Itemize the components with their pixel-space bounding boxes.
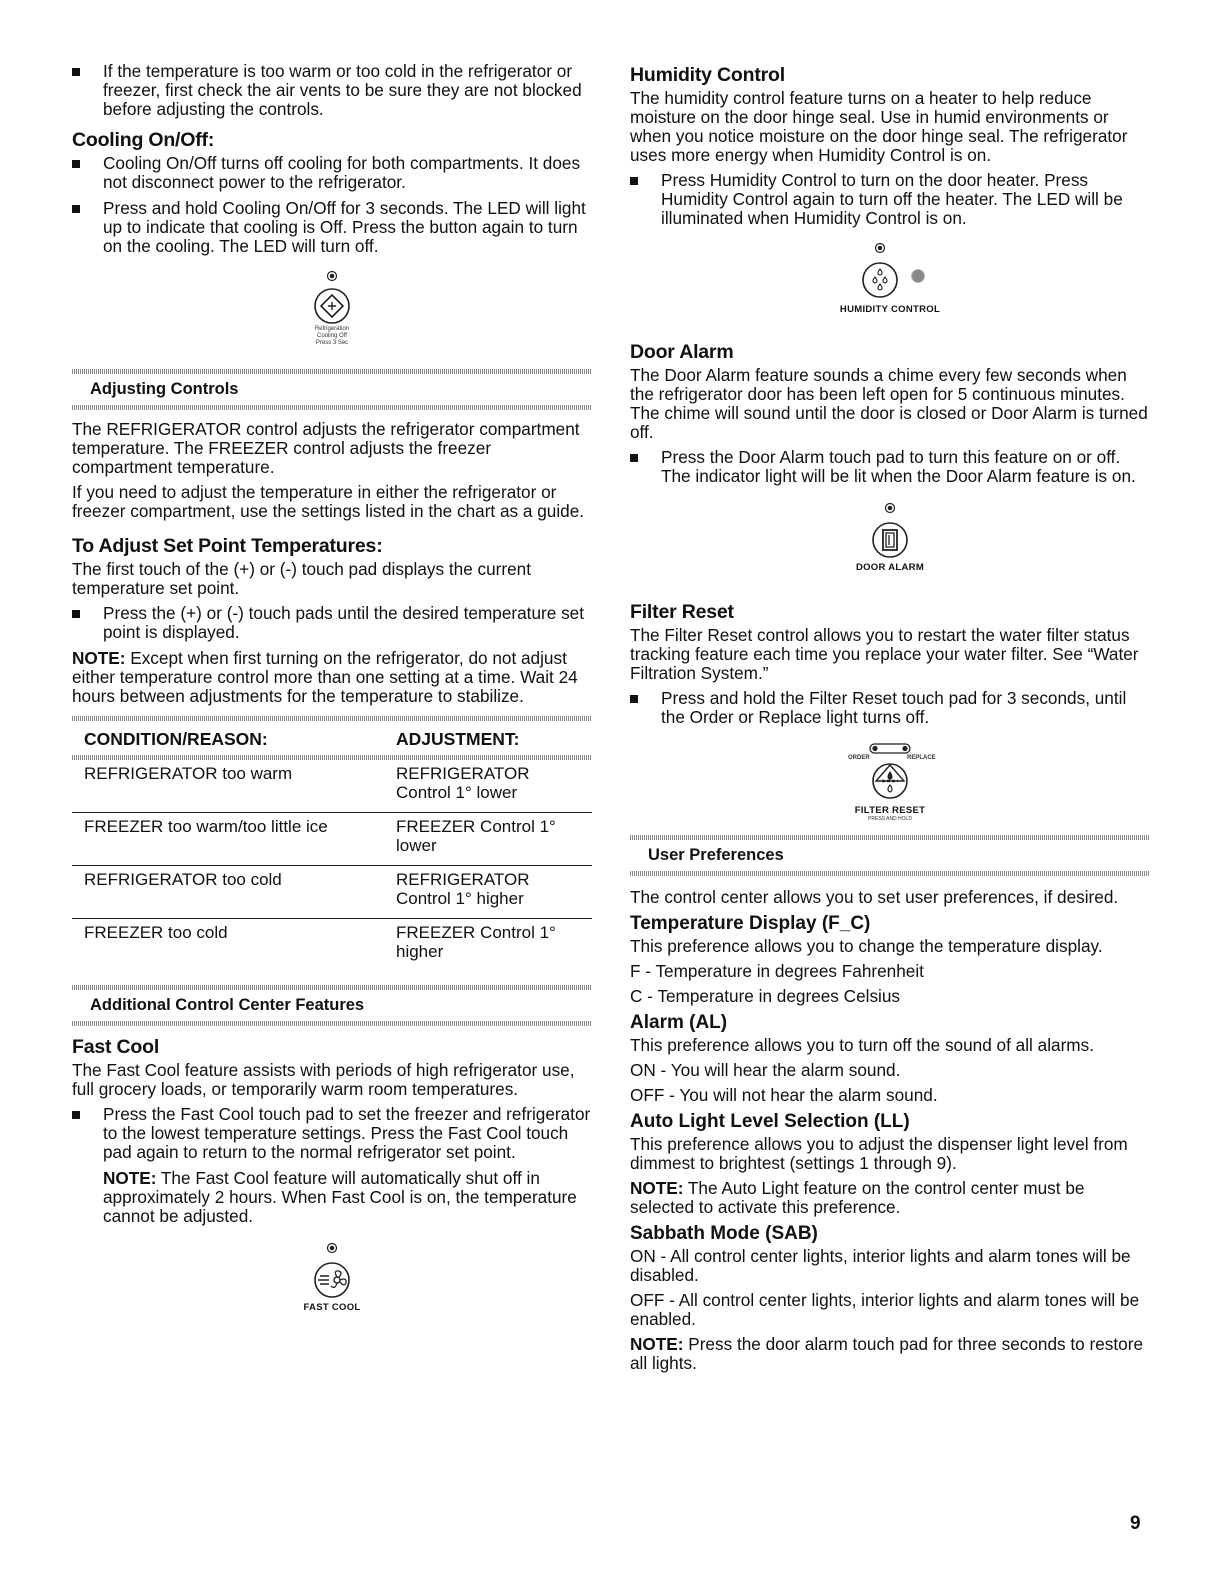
note-label: NOTE: — [630, 1178, 684, 1198]
door-alarm-para: The Door Alarm feature sounds a chime every few seconds when the refrigerator door has been left open for 5 continuous minutes. The chime will sound until the door is closed or Door Alarm is turned off. — [630, 365, 1148, 442]
table-cell: REFRIGERATOR Control 1° higher — [396, 866, 592, 919]
alarm-line-3: OFF - You will not hear the alarm sound. — [630, 1085, 938, 1105]
humidity-bullet: Press Humidity Control to turn on the door heater. Press Humidity Control again to turn off the heater. The LED will be illuminated when Humidity Control is on. — [630, 171, 1150, 228]
fastcool-heading: Fast Cool — [72, 1036, 160, 1058]
filter-subcaption: PRESS AND HOLD — [868, 816, 912, 822]
table-cell: FREEZER Control 1° higher — [396, 923, 556, 961]
table-row — [72, 760, 592, 813]
table-row — [72, 813, 592, 866]
humidity-caption: HUMIDITY CONTROL — [839, 304, 941, 315]
temp-line-2: F - Temperature in degrees Fahrenheit — [630, 961, 924, 981]
note-text: The Fast Cool feature will automatically shut off in approximately 2 hours. When Fast Cool is on, the temperature cannot be adjusted. — [103, 1168, 577, 1226]
alarm-line-2: ON - You will hear the alarm sound. — [630, 1060, 901, 1080]
setpoint-para: The first touch of the (+) or (-) touch pad displays the current temperature set point. — [72, 559, 532, 598]
note-text: The Auto Light feature on the control center must be selected to activate this preference. — [630, 1178, 1085, 1217]
fastcool-icon-block — [72, 1242, 592, 1313]
cooling-off-icon — [302, 270, 362, 326]
sabbath-line-2: OFF - All control center lights, interior lights and alarm tones will be enabled. — [630, 1290, 1140, 1329]
cooling-off-icon-block — [72, 270, 592, 347]
temp-line-1: This preference allows you to change the temperature display. — [630, 936, 1103, 956]
setpoint-heading: To Adjust Set Point Temperatures: — [72, 535, 383, 557]
cooling-caption-3: Press 3 Sec — [315, 340, 349, 346]
table-cell: REFRIGERATOR Control 1° lower — [396, 760, 592, 813]
note-text: Press the door alarm touch pad for three seconds to restore all lights. — [630, 1334, 1143, 1373]
adjusting-para-1: The REFRIGERATOR control adjusts the refrigerator compartment temperature. The FREEZER control adjusts the freezer compartment temperature. — [72, 419, 580, 477]
left-column — [72, 62, 592, 1321]
cooling-bullet-1: Cooling On/Off turns off cooling for both compartments. It does not disconnect power to the refrigerator. — [72, 154, 592, 192]
light-note — [630, 1179, 1150, 1217]
door-alarm-icon — [860, 502, 920, 562]
humidity-control-icon — [830, 242, 950, 304]
cooling-heading: Cooling On/Off: — [72, 129, 215, 151]
light-para: This preference allows you to adjust the dispenser light level from dimmest to brightest (settings 1 through 9). — [630, 1134, 1128, 1173]
table-row — [72, 919, 592, 972]
cooling-caption-1: Refrigeration — [314, 326, 350, 332]
filter-order-label: ORDER — [848, 755, 870, 761]
filter-bullet: Press and hold the Filter Reset touch pad for 3 seconds, until the Order or Replace light turns off. — [630, 689, 1150, 727]
adjustment-table — [72, 721, 592, 971]
sabbath-line-1: ON - All control center lights, interior lights and alarm tones will be disabled. — [630, 1246, 1131, 1285]
adjusting-controls-band — [72, 369, 592, 410]
prefs-intro: The control center allows you to set user preferences, if desired. — [630, 887, 1119, 907]
table-cell: REFRIGERATOR too warm — [72, 760, 396, 813]
table-cell: FREEZER too cold — [84, 923, 228, 942]
additional-features-title: Additional Control Center Features — [90, 996, 365, 1014]
adjusting-controls-title: Adjusting Controls — [90, 380, 239, 398]
fastcool-bullet: Press the Fast Cool touch pad to set the freezer and refrigerator to the lowest temperature settings. Press the Fast Cool touch pad again to return to the normal refrigerator set point. — [72, 1105, 592, 1162]
setpoint-note — [72, 649, 592, 706]
fastcool-para: The Fast Cool feature assists with periods of high refrigerator use, full grocery loads, or temporarily warm room temperatures. — [72, 1060, 575, 1099]
table-cell: REFRIGERATOR too cold — [72, 866, 396, 919]
alarm-line-1: This preference allows you to turn off the sound of all alarms. — [630, 1035, 1094, 1055]
filter-reset-icon — [830, 743, 950, 805]
fastcool-note — [72, 1169, 592, 1226]
right-column — [630, 64, 1150, 1379]
note-label: NOTE: — [72, 648, 126, 668]
cooling-caption-2: Cooling Off — [317, 333, 347, 339]
humidity-icon-block — [630, 242, 1150, 315]
door-alarm-bullet: Press the Door Alarm touch pad to turn this feature on or off. The indicator light will be lit when the Door Alarm feature is on. — [630, 448, 1150, 486]
fast-cool-icon — [302, 1242, 362, 1302]
door-alarm-heading: Door Alarm — [630, 341, 734, 363]
temp-display-heading: Temperature Display (F_C) — [630, 913, 871, 934]
door-alarm-icon-block — [630, 502, 1150, 573]
light-heading: Auto Light Level Selection (LL) — [630, 1111, 910, 1132]
table-cell: FREEZER Control 1° lower — [396, 813, 592, 866]
humidity-para: The humidity control feature turns on a heater to help reduce moisture on the door hinge seal. Use in humid environments or when you notice moisture on the door hinge seal. The refrigerator uses more energy when Humidity Control is on. — [630, 88, 1128, 165]
setpoint-bullet: Press the (+) or (-) touch pads until the desired temperature set point is displayed. — [72, 604, 592, 642]
sabbath-heading: Sabbath Mode (SAB) — [630, 1223, 818, 1244]
additional-features-band — [72, 985, 592, 1026]
filter-heading: Filter Reset — [630, 601, 734, 623]
note-label: NOTE: — [103, 1168, 157, 1188]
adjusting-para-2: If you need to adjust the temperature in either the refrigerator or freezer compartment, use the settings listed in the chart as a guide. — [72, 482, 585, 521]
table-row — [72, 866, 592, 919]
page-number: 9 — [1130, 1513, 1141, 1534]
sabbath-note — [630, 1335, 1150, 1373]
user-preferences-title: User Preferences — [648, 846, 784, 864]
note-label: NOTE: — [630, 1334, 684, 1354]
note-text: Except when first turning on the refrigerator, do not adjust either temperature control more than one setting at a time. Wait 24 hours between adjustments for the temperature to stabilize. — [72, 648, 578, 706]
intro-bullet: If the temperature is too warm or too cold in the refrigerator or freezer, first check the air vents to be sure they are not blocked before adjusting the controls. — [72, 62, 592, 119]
filter-replace-label: REPLACE — [907, 755, 936, 761]
table-header-adjustment: ADJUSTMENT: — [396, 729, 520, 749]
cooling-bullet-2: Press and hold Cooling On/Off for 3 seconds. The LED will light up to indicate that cooling is Off. Press the button again to turn on the cooling. The LED will turn off. — [72, 199, 592, 256]
humidity-heading: Humidity Control — [630, 64, 785, 86]
user-preferences-band — [630, 835, 1150, 876]
fastcool-caption: FAST COOL — [303, 1302, 361, 1313]
table-cell: FREEZER too warm/too little ice — [72, 813, 396, 866]
temp-line-3: C - Temperature in degrees Celsius — [630, 986, 901, 1006]
filter-caption: FILTER RESET — [854, 805, 926, 816]
door-alarm-caption: DOOR ALARM — [855, 562, 925, 573]
filter-reset-icon-block — [630, 743, 1150, 823]
alarm-heading: Alarm (AL) — [630, 1012, 728, 1033]
table-header-condition: CONDITION/REASON: — [84, 729, 268, 749]
filter-para: The Filter Reset control allows you to restart the water filter status tracking feature each time you replace your water filter. See “Water Filtration System.” — [630, 625, 1139, 683]
